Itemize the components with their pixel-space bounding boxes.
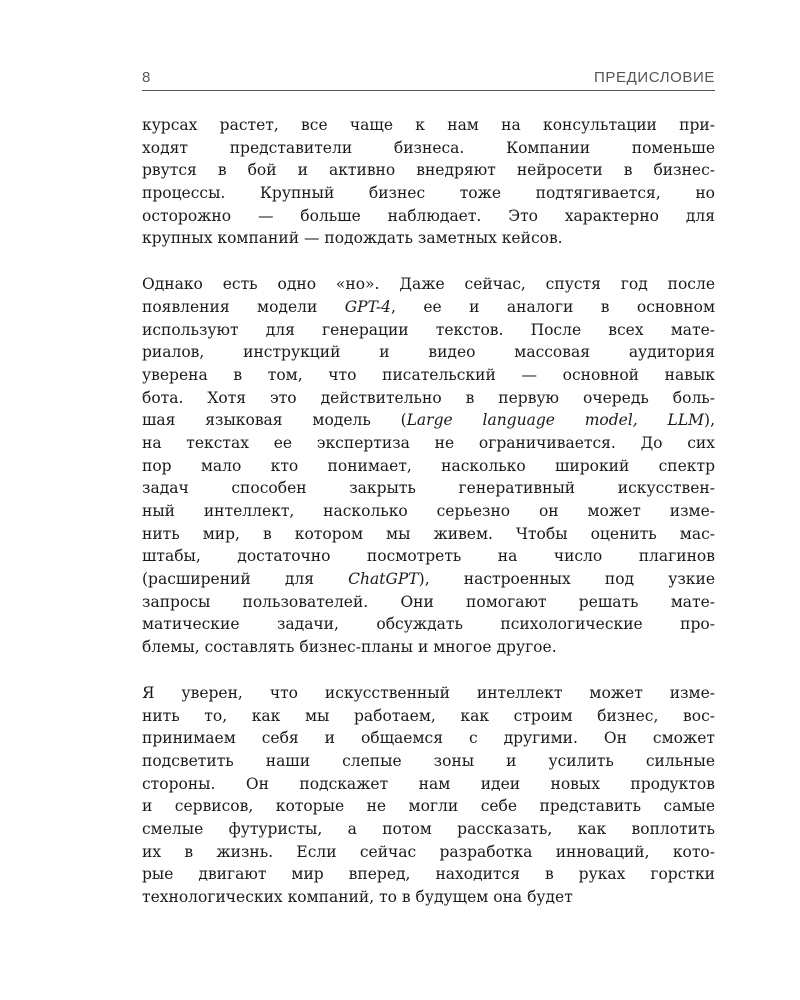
text-segment: ),: [704, 411, 715, 430]
text-segment: используют для генерации текстов. После всех мате-: [142, 320, 715, 339]
italic-term: ChatGPT: [348, 570, 419, 589]
text-line: [142, 182, 715, 205]
text-line: [142, 227, 715, 250]
text-line: [142, 682, 715, 705]
text-line: [142, 705, 715, 728]
text-line: [142, 750, 715, 773]
paragraph: [142, 273, 715, 659]
text-line: [142, 114, 715, 137]
text-segment: подсветить наши слепые зоны и усилить сильные: [142, 751, 715, 770]
text-line: [142, 523, 715, 546]
text-line: [142, 455, 715, 478]
text-segment: нить мир, в котором мы живем. Чтобы оценить мас-: [142, 524, 715, 543]
text-segment: рые двигают мир вперед, находится в руках горстки: [142, 865, 715, 884]
text-line: [142, 205, 715, 228]
text-segment: риалов, инструкций и видео массовая аудитория: [142, 343, 715, 362]
text-segment: (расширений для: [142, 570, 349, 589]
text-segment: Я уверен, что искусственный интеллект может изме-: [142, 683, 715, 702]
text-line: [142, 841, 715, 864]
text-segment: стороны. Он подскажет нам идеи новых продуктов: [142, 774, 715, 793]
text-segment: бота. Хотя это действительно в первую очередь боль-: [142, 388, 715, 407]
text-line: [142, 500, 715, 523]
text-segment: задач способен закрыть генеративный искусствен-: [142, 479, 715, 498]
section-title: ПРЕДИСЛОВИЕ: [594, 69, 715, 86]
text-segment: матические задачи, обсуждать психологические про-: [142, 615, 715, 634]
text-segment: на текстах ее экспертиза не ограничивается. До сих: [142, 433, 715, 452]
text-line: [142, 409, 715, 432]
paragraph: [142, 682, 715, 909]
text-segment: ный интеллект, насколько серьезно он может изме-: [142, 502, 715, 520]
text-segment: их в жизнь. Если сейчас разработка инноваций, кото-: [142, 842, 715, 861]
italic-term: GPT-4: [344, 297, 392, 316]
text-segment: уверена в том, что писательский — основной навык: [142, 365, 715, 384]
text-segment: принимаем себя и общаемся с другими. Он сможет: [142, 729, 715, 748]
text-line: [142, 273, 715, 296]
text-segment: , ее и аналоги в основном: [391, 297, 715, 316]
text-segment: пор мало кто понимает, насколько широкий спектр: [142, 456, 715, 475]
text-line: [142, 886, 715, 909]
text-segment: ), настроенных под узкие: [418, 570, 715, 589]
text-line: [142, 545, 715, 568]
text-line: [142, 296, 715, 319]
text-line: [142, 341, 715, 364]
text-line: [142, 477, 715, 500]
text-line: [142, 137, 715, 160]
text-segment: и сервисов, которые не могли себе представить самые: [142, 797, 715, 816]
text-segment: рвутся в бой и активно внедряют нейросети в бизнес-: [142, 161, 715, 180]
text-line: [142, 863, 715, 886]
text-segment: ходят представители бизнеса. Компании поменьше: [142, 138, 715, 157]
body-text: [142, 114, 715, 932]
running-header: [142, 66, 715, 91]
text-line: [142, 319, 715, 342]
text-segment: курсах растет, все чаще к нам на консультации при-: [142, 116, 715, 134]
text-line: [142, 591, 715, 614]
text-segment: штабы, достаточно посмотреть на число плагинов: [142, 547, 715, 566]
text-line: [142, 773, 715, 796]
text-segment: процессы. Крупный бизнес тоже подтягивается, но: [142, 184, 715, 203]
text-line: [142, 636, 715, 659]
text-segment: крупных компаний — подождать заметных кейсов.: [142, 229, 563, 248]
text-line: [142, 432, 715, 455]
text-segment: смелые футуристы, а потом рассказать, как воплотить: [142, 819, 715, 838]
paragraph: [142, 114, 715, 250]
text-segment: запросы пользователей. Они помогают решать мате-: [142, 592, 715, 611]
text-segment: шая языковая модель (: [142, 411, 407, 430]
page-number: 8: [142, 69, 151, 86]
text-segment: технологических компаний, то в будущем она будет: [142, 888, 573, 906]
italic-term: Large language model, LLM: [406, 411, 705, 430]
text-line: [142, 568, 715, 591]
text-segment: появления модели: [142, 297, 345, 316]
text-line: [142, 613, 715, 636]
text-line: [142, 364, 715, 387]
text-line: [142, 795, 715, 818]
text-line: [142, 159, 715, 182]
text-line: [142, 727, 715, 750]
text-segment: блемы, составлять бизнес-планы и многое другое.: [142, 638, 557, 657]
text-line: [142, 387, 715, 410]
text-segment: нить то, как мы работаем, как строим бизнес, вос-: [142, 706, 715, 725]
text-segment: осторожно — больше наблюдает. Это характерно для: [142, 206, 715, 225]
text-segment: Однако есть одно «но». Даже сейчас, спустя год после: [142, 275, 715, 294]
text-line: [142, 818, 715, 841]
